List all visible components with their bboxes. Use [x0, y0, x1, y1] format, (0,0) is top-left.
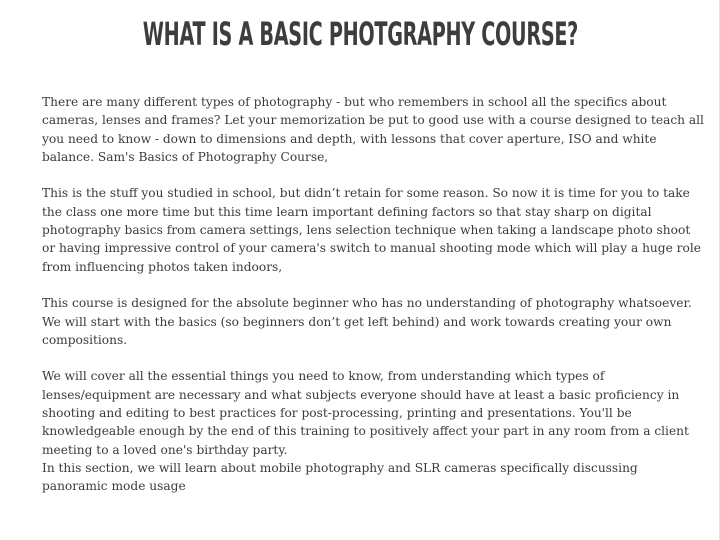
document-body — [42, 93, 707, 496]
paragraph-school: This is the stuff you studied in school, but didn’t retain for some reason. So now it is time for you to take the class one more time but this time learn important defining factors so that stay sharp on digital photography basics from camera settings, lens selection technique when taking a landscape photo shoot or having impressive control of your camera's switch to manual shooting mode which will play a huge role from influencing photos taken indoors, — [42, 186, 701, 274]
page-title: WHAT IS A BASIC PHOTGRAPHY COURSE? — [142, 15, 578, 53]
paragraph-essentials: We will cover all the essential things you need to know, from understanding which types of lenses/equipment are necessary and what subjects everyone should have at least a basic proficiency in shooting and editing to best practices for post-processing, printing and presentations. You'll be knowledgeable enough by the end of this training to positively affect your part in any room from a client meeting to a loved one's birthday party. — [42, 369, 689, 457]
paragraph-intro: There are many different types of photography - but who remembers in school all the specifics about cameras, lenses and frames? Let your memorization be put to good use with a course designed to teach all you need to know - down to dimensions and depth, with lessons that cover aperture, ISO and white balance. Sam's Basics of Photography Course, — [42, 95, 704, 164]
paragraph-beginner: This course is designed for the absolute beginner who has no understanding of photography whatsoever. We will start with the basics (so beginners don’t get left behind) and work towards creating your own compositions. — [42, 296, 692, 347]
paragraph-mobile: In this section, we will learn about mobile photography and SLR cameras specifically discussing panoramic mode usage — [42, 460, 638, 494]
